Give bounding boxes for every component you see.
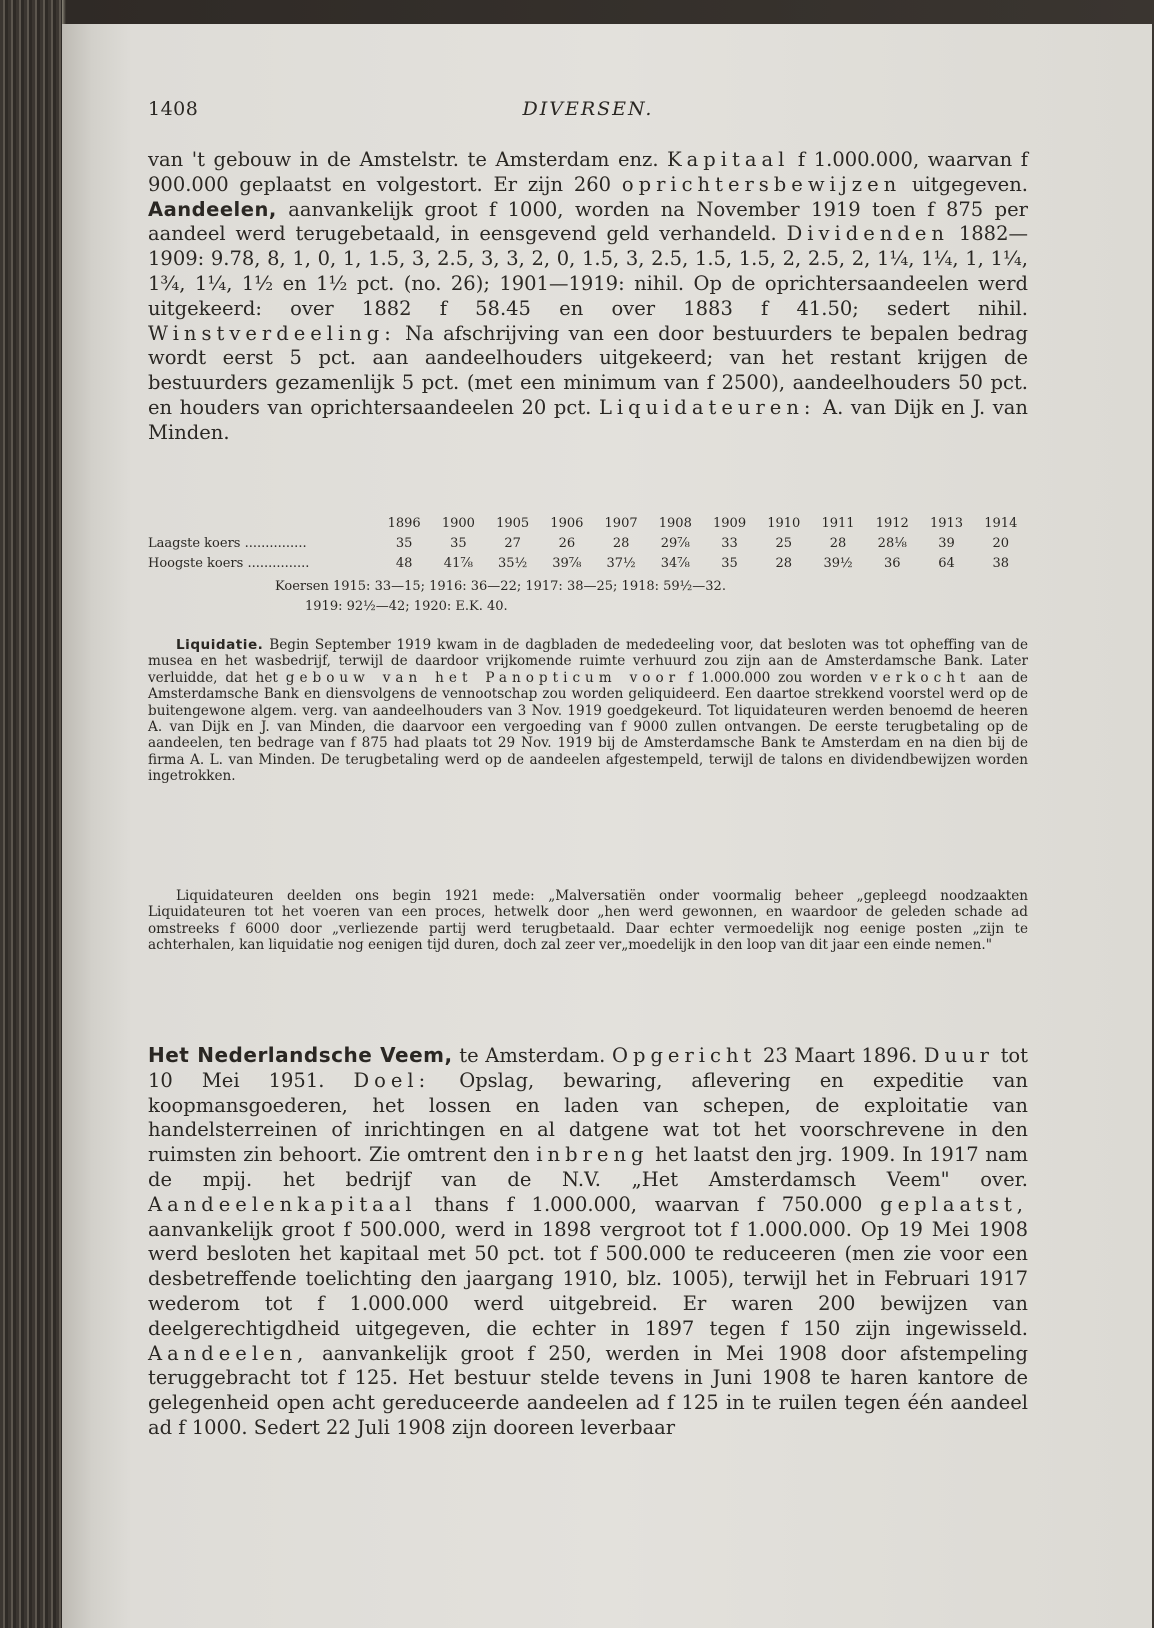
label-opgericht: Opgericht bbox=[611, 1044, 757, 1067]
value-cell: 41⅞ bbox=[443, 555, 473, 571]
value-cell: 35 bbox=[721, 555, 738, 571]
year-cell: 1900 bbox=[441, 515, 475, 531]
value-cell: 28 bbox=[775, 555, 793, 571]
label-aandeelen-2: Aandeelen, bbox=[148, 1341, 309, 1365]
value-cell: 28 bbox=[612, 535, 630, 551]
value-cell: 35½ bbox=[498, 555, 528, 571]
year-cell: 1911 bbox=[821, 515, 855, 531]
label-inbreng: inbreng bbox=[536, 1143, 649, 1167]
value-cell: 39⅞ bbox=[552, 555, 582, 571]
year-cell: 1905 bbox=[496, 515, 530, 531]
value-cell: 35 bbox=[450, 535, 467, 551]
label-aandeelenkapitaal: Aandeelenkapitaal bbox=[148, 1192, 417, 1216]
liquidatie-paragraph: Liquidatie. Begin September 1919 kwam in de dagbladen de mededeeling voor, dat besloten was tot opheffing van de musea en het wasbedrijf, terwijl de daardoor vrijkomende ruimte verhuurd zou zijn aan de Amsterdamsche Bank. Later verluidde, dat het gebouw van het Panopticum voor f 1.000.000 zou worden verkocht aan de Amsterdamsche Bank en diensvolgens de vennootschap zou worden geliquideerd. Een daartoe strekkend voorstel werd op de buitengewone algem. verg. van aandeelhouders van 3 Nov. 1919 goedgekeurd. Tot liquidateuren werden benoemd de heeren A. van Dijk en J. van Minden, die daarvoor een vergoeding van f 9000 zullen ontvangen. De eerste terugbetaling op de aandeelen, ten bedrage van f 875 had plaats tot 29 Nov. 1919 bij de Amsterdamsche Bank te Amsterdam en na dien bij de firma A. L. van Minden. De terugbetaling werd op de aandeelen afgestempeld, terwijl de talons en dividendbewijzen worden ingetrokken. bbox=[148, 637, 1028, 785]
value-cell: 64 bbox=[938, 555, 955, 571]
company-paragraph-1: van 't gebouw in de Amstelstr. te Amsterdam enz. Kapitaal f 1.000.000, waarvan f 900.000 geplaatst en volgestort. Er zijn 260 oprichtersbewijzen uitgegeven. Aandeelen, aanvankelijk groot f 1000, worden na November 1919 toen f 875 per aandeel werd terugebetaald, in eensgevend geld verhandeld. Dividenden 1882—1909: 9.78, 8, 1, 0, 1, 1.5, 3, 2.5, 3, 3, 2, 0, 1.5, 3, 2.5, 1.5, 1.5, 2, 2.5, 2, 1¼, 1¼, 1, 1¼, 1¾, 1¼, 1½ en 1½ pct. (no. 26); 1901—1919: nihil. Op de oprichtersaandeelen werd uitgekeerd: over 1882 f 58.45 en over 1883 f 41.50; sedert nihil. Winstverdeeling: Na afschrijving van een door bestuurders te bepalen bedrag wordt eerst 5 pct. aan aandeelhouders uitgekeerd; van het restant krijgen de bestuurders gezamenlijk 5 pct. (met een minimum van f 2500), aandeelhouders 50 pct. en houders van oprichtersaandeelen 20 pct. Liquidateuren: A. van Dijk en J. van Minden. bbox=[148, 148, 1029, 444]
label-liquidateuren: Liquidateuren: bbox=[598, 395, 816, 419]
value-cell: 25 bbox=[775, 535, 793, 551]
page-number: 1408 bbox=[148, 98, 199, 120]
year-cell: 1896 bbox=[387, 515, 421, 531]
label-aandeelen: Aandeelen, bbox=[148, 197, 277, 221]
year-cell: 1909 bbox=[713, 515, 747, 531]
value-cell: 37½ bbox=[606, 555, 636, 571]
page-header bbox=[148, 68, 1028, 120]
value-cell: 48 bbox=[395, 555, 413, 571]
year-cell: 1908 bbox=[658, 515, 692, 531]
year-cell: 1912 bbox=[875, 515, 909, 531]
label-gebouw-panopticum: gebouw van het Panopticum voor bbox=[285, 669, 681, 686]
value-cell: 35 bbox=[395, 535, 413, 551]
laagste-koers-row bbox=[148, 533, 1028, 553]
liquidatie-quote-paragraph: Liquidateuren deelden ons begin 1921 mede: „Malversatiën onder voormalig beheer „gepleegd noodzaakten Liquidateuren tot het voeren van een proces, hetwelk door „hen werd gewonnen, en waardoor de geleden schade ad omstreeks f 6000 door „verliezende partij werd terugbetaald. Daar echter vermoedelijk nog eenige posten „zijn te achterhalen, kan liquidatie nog eenigen tijd duren, doch zal zeer ver„moedelijk in den loop van dit jaar een einde nemen." bbox=[148, 888, 1028, 954]
year-cell: 1907 bbox=[604, 515, 638, 531]
value-cell: 27 bbox=[504, 535, 521, 551]
koersen-note-2: 1919: 92½—42; 1920: E.K. 40. bbox=[305, 599, 508, 614]
value-cell: 29⅞ bbox=[660, 535, 690, 551]
running-title: DIVERSEN. bbox=[522, 98, 654, 120]
value-cell: 39½ bbox=[823, 555, 853, 571]
koers-table bbox=[148, 513, 1028, 573]
year-cell: 1906 bbox=[550, 515, 584, 531]
company-paragraph-2: Het Nederlandsche Veem, te Amsterdam. Opgericht 23 Maart 1896. Duur tot 10 Mei 1951. Doel: Opslag, bewaring, aflevering en expeditie van koopmansgoederen, het lossen en laden van schepen, de exploitatie van handelsterreinen of inrichtingen en al datgene wat tot het voorschrevene in den ruimsten zin behoort. Zie omtrent den inbreng het laatst den jrg. 1909. In 1917 nam de mpij. het bedrijf van de N.V. „Het Amsterdamsch Veem" over. Aandeelenkapitaal thans f 1.000.000, waarvan f 750.000 geplaatst, aanvankelijk groot f 500.000, werd in 1898 vergroot tot f 1.000.000. Op 19 Mei 1908 werd besloten het kapitaal met 50 pct. tot f 500.000 te reduceeren (men zie voor een desbetreffende toelichting den jaargang 1910, blz. 1005), terwijl het in Februari 1917 wederom tot f 1.000.000 werd uitgebreid. Er waren 200 bewijzen van deelgerechtigdheid uitgegeven, die echter in 1897 tegen f 150 zijn ingewisseld. Aandeelen, aanvankelijk groot f 250, werden in Mei 1908 door afstempeling teruggebracht tot f 125. Het bestuur stelde tevens in Juni 1908 te haren kantore de gelegenheid open acht gereduceerde aandeelen ad f 125 in te ruilen tegen één aandeel ad f 1000. Sedert 22 Juli 1908 zijn dooreen leverbaar bbox=[148, 1043, 1028, 1439]
value-cell: 34⅞ bbox=[660, 555, 690, 571]
value-cell: 28 bbox=[829, 535, 847, 551]
company-title-nederlandsche-veem: Het Nederlandsche Veem, bbox=[148, 1043, 453, 1067]
hoogste-koers-row bbox=[148, 553, 1028, 573]
label-geplaatst: geplaatst, bbox=[880, 1192, 1028, 1216]
label-kapitaal: Kapitaal bbox=[667, 148, 790, 171]
book-page-edges bbox=[0, 0, 62, 1628]
value-cell: 33 bbox=[721, 535, 738, 551]
value-cell: 20 bbox=[992, 535, 1010, 551]
label-dividenden: Dividenden bbox=[786, 222, 949, 246]
year-cell: 1914 bbox=[984, 515, 1018, 531]
row-label: Laagste koers ............... bbox=[148, 535, 307, 551]
label-winstverdeeling: Winstverdeeling: bbox=[148, 321, 396, 345]
value-cell: 26 bbox=[558, 535, 576, 551]
value-cell: 38 bbox=[992, 555, 1010, 571]
label-liquidatie: Liquidatie. bbox=[176, 637, 264, 653]
value-cell: 39 bbox=[938, 535, 955, 551]
label-oprichtersbewijzen: oprichtersbewijzen bbox=[621, 172, 902, 196]
value-cell: 28⅛ bbox=[877, 535, 907, 551]
koersen-note-1: Koersen 1915: 33—15; 1916: 36—22; 1917: 38—25; 1918: 59½—32. bbox=[275, 579, 726, 594]
koers-year-row bbox=[148, 513, 1028, 533]
year-cell: 1910 bbox=[767, 515, 801, 531]
label-doel: Doel: bbox=[353, 1068, 431, 1092]
value-cell: 36 bbox=[883, 555, 901, 571]
label-verkocht: verkocht bbox=[869, 669, 971, 686]
row-label: Hoogste koers ............... bbox=[148, 555, 310, 571]
label-duur: Duur bbox=[923, 1044, 994, 1067]
year-cell: 1913 bbox=[929, 515, 964, 531]
